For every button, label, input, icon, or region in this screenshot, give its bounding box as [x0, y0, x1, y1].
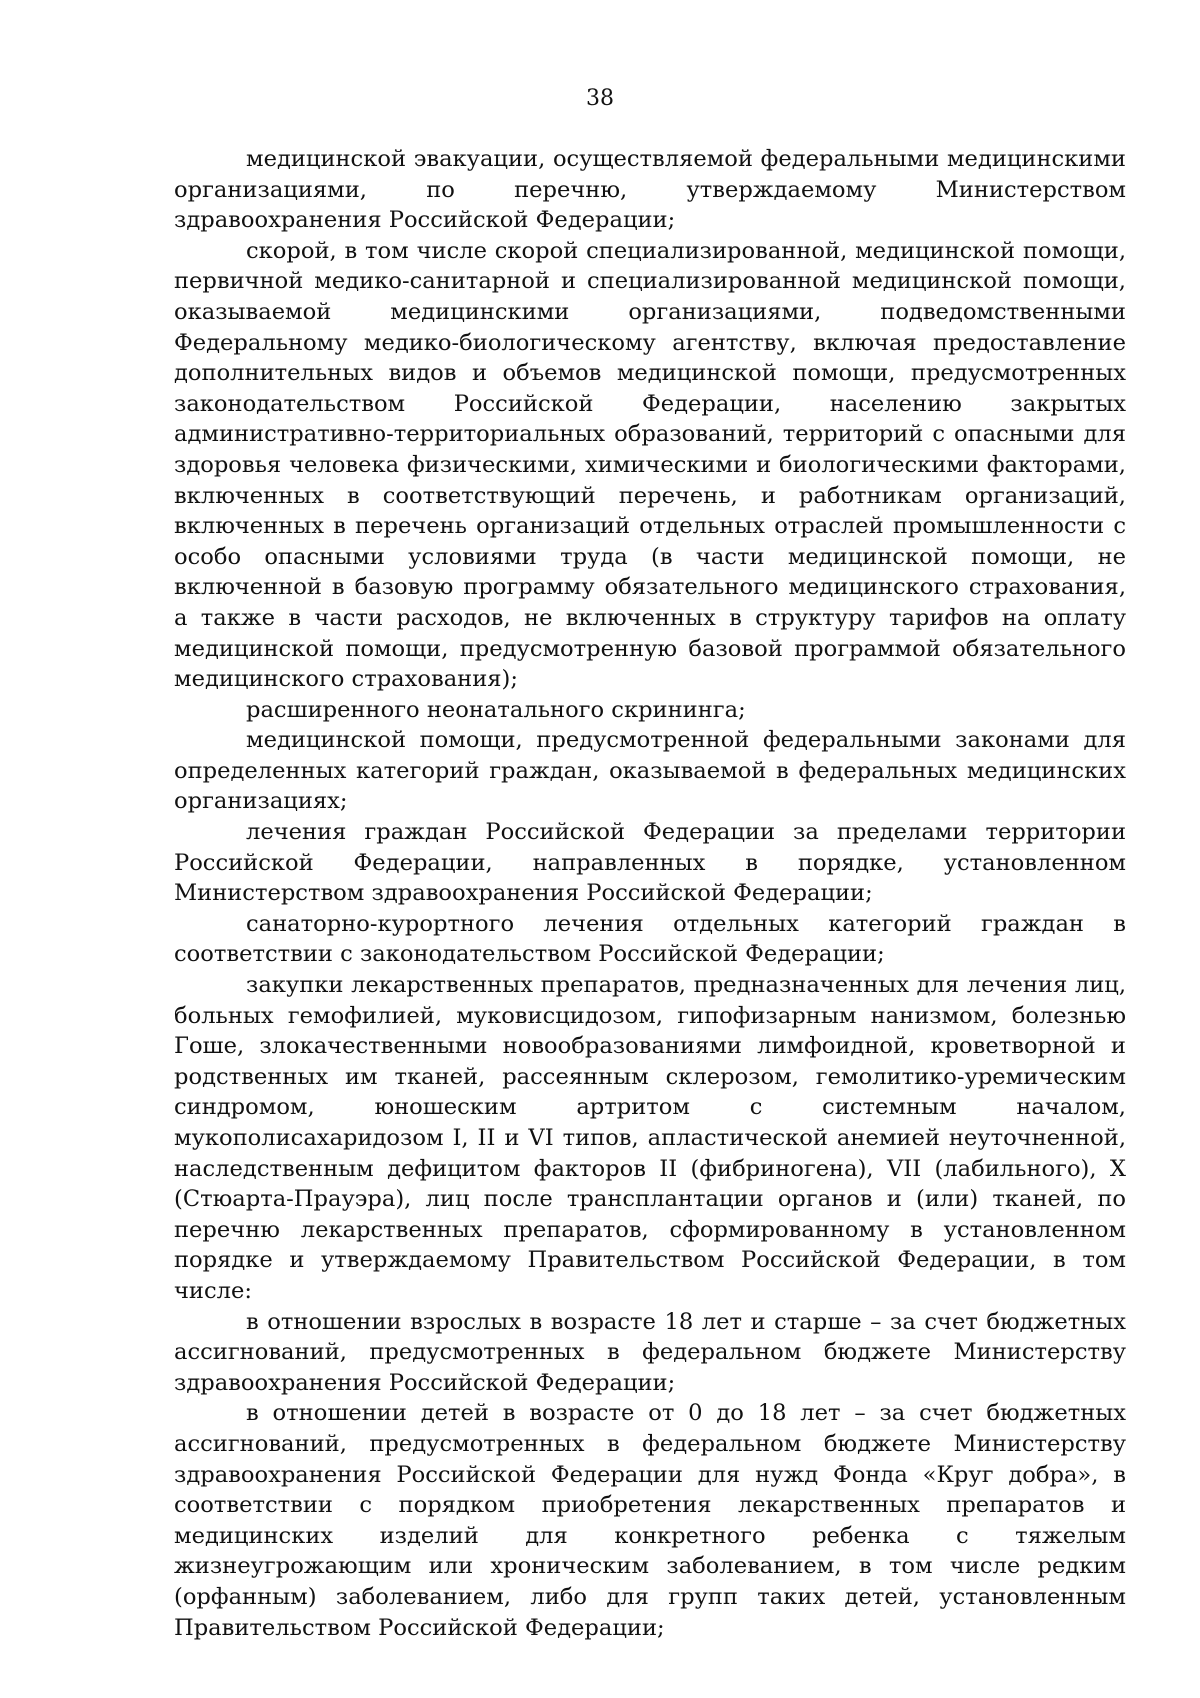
- page-number: 38: [586, 86, 614, 111]
- paragraph: скорой, в том числе скорой специализированной, медицинской помощи, первичной медико-санитарной и специализированной медицинской помощи, оказываемой медицинскими организациями, подведомственными Федеральному медико-биологическому агентству, включая предоставление дополнительных видов и объемов медицинской помощи, предусмотренных законодательством Российской Федерации, населению закрытых административно-территориальных образований, территорий с опасными для здоровья человека физическими, химическими и биологическими факторами, включенных в соответствующий перечень, и работникам организаций, включенных в перечень организаций отдельных отраслей промышленности с особо опасными условиями труда (в части медицинской помощи, не включенной в базовую программу обязательного медицинского страхования, а также в части расходов, не включенных в структуру тарифов на оплату медицинской помощи, предусмотренную базовой программой обязательного медицинского страхования);: [174, 237, 1126, 693]
- document-body: [174, 144, 1126, 1643]
- paragraph: лечения граждан Российской Федерации за пределами территории Российской Федерации, направленных в порядке, установленном Министерством здравоохранения Российской Федерации;: [174, 819, 1126, 907]
- paragraph: медицинской эвакуации, осуществляемой федеральными медицинскими организациями, по перечню, утверждаемому Министерством здравоохранения Российской Федерации;: [174, 146, 1126, 234]
- paragraph: закупки лекарственных препаратов, предназначенных для лечения лиц, больных гемофилией, муковисцидозом, гипофизарным нанизмом, болезнью Гоше, злокачественными новообразованиями лимфоидной, кроветворной и родственных им тканей, рассеянным склерозом, гемолитико-уремическим синдромом, юношеским артритом с системным началом, мукополисахаридозом I, II и VI типов, апластической анемией неуточненной, наследственным дефицитом факторов II (фибриногена), VII (лабильного), X (Стюарта-Прауэра), лиц после трансплантации органов и (или) тканей, по перечню лекарственных препаратов, сформированному в установленном порядке и утверждаемому Правительством Российской Федерации, в том числе:: [174, 972, 1126, 1304]
- paragraph: расширенного неонатального скрининга;: [246, 696, 746, 723]
- paragraph: санаторно-курортного лечения отдельных категорий граждан в соответствии с законодательством Российской Федерации;: [174, 910, 1126, 968]
- paragraph: в отношении взрослых в возрасте 18 лет и старше – за счет бюджетных ассигнований, предусмотренных в федеральном бюджете Министерству здравоохранения Российской Федерации;: [174, 1308, 1126, 1396]
- paragraph: в отношении детей в возрасте от 0 до 18 лет – за счет бюджетных ассигнований, предусмотренных в федеральном бюджете Министерству здравоохранения Российской Федерации для нужд Фонда «Круг добра», в соответствии с порядком приобретения лекарственных препаратов и медицинских изделий для конкретного ребенка с тяжелым жизнеугрожающим или хроническим заболеванием, в том числе редким (орфанным) заболеванием, либо для групп таких детей, установленным Правительством Российской Федерации;: [174, 1400, 1126, 1641]
- paragraph: медицинской помощи, предусмотренной федеральными законами для определенных категорий граждан, оказываемой в федеральных медицинских организациях;: [174, 727, 1126, 815]
